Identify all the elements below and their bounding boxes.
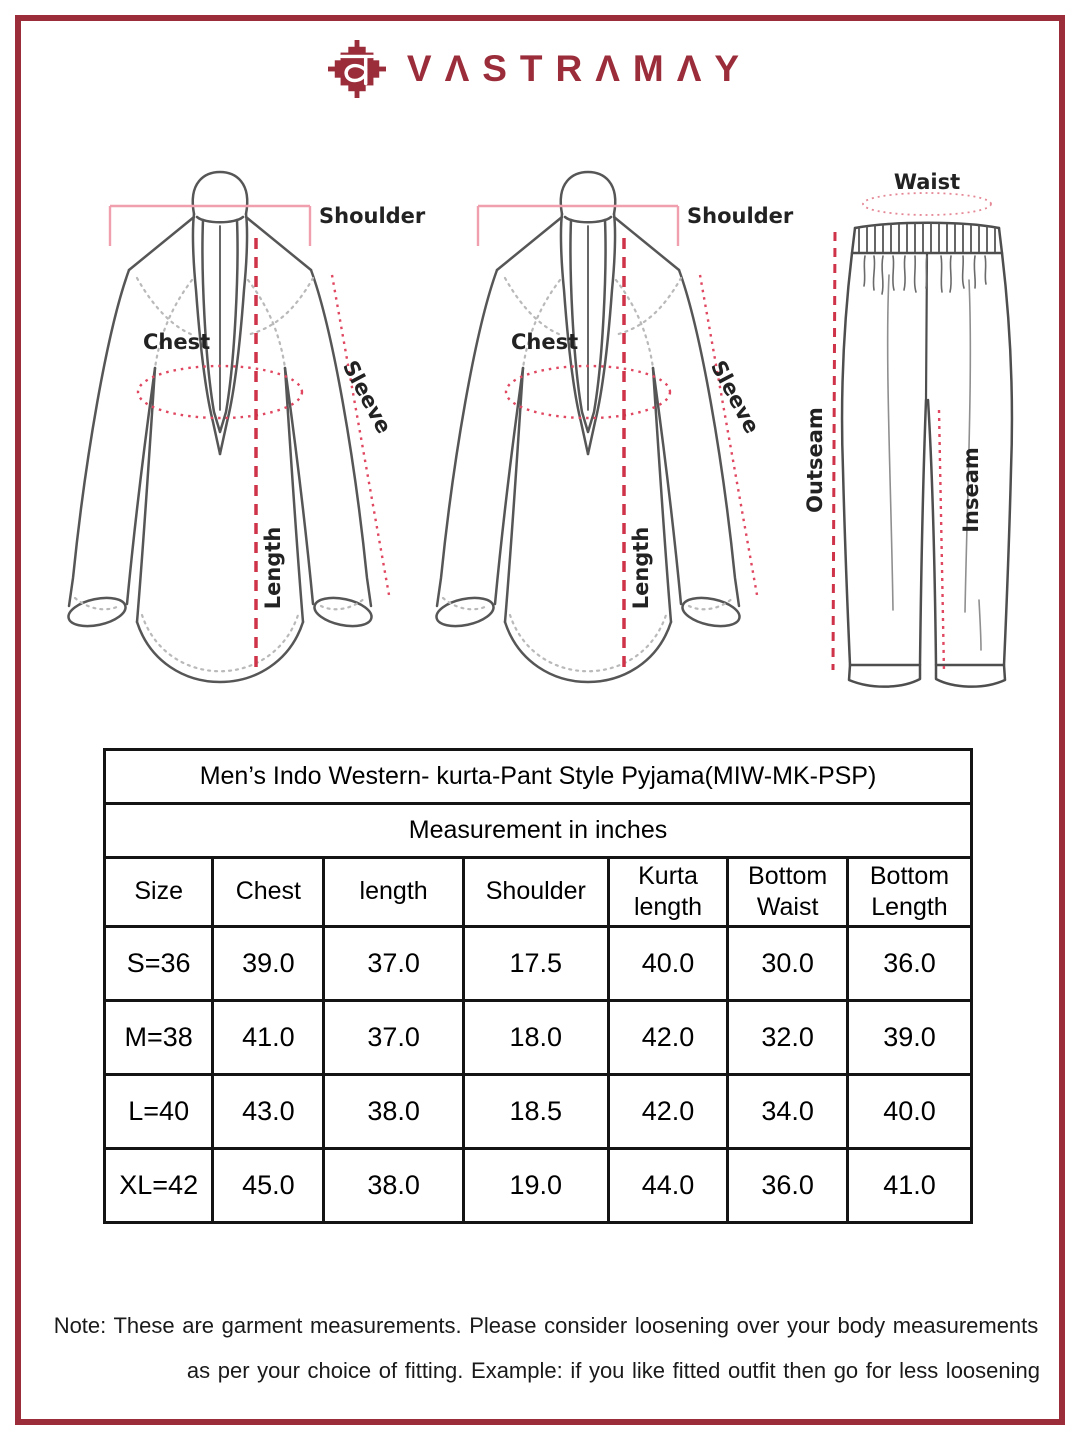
- table-subtitle: Measurement in inches: [105, 804, 972, 858]
- kurta-drawing: [45, 160, 405, 720]
- sleeve-label: Sleeve: [705, 356, 765, 438]
- bottom-waist-cell: 30.0: [728, 927, 848, 1001]
- kurta-diagram-2: [413, 160, 794, 720]
- waist-label: Waist: [893, 170, 961, 194]
- table-subtitle-row: [105, 804, 972, 858]
- length-label: Length: [629, 526, 653, 610]
- kurta-length-cell: 44.0: [608, 1149, 728, 1223]
- column-header-bottom-length: Bottom Length: [847, 858, 971, 927]
- size-cell: M=38: [105, 1001, 213, 1075]
- kurta-length-cell: 42.0: [608, 1001, 728, 1075]
- bottom-length-cell: 39.0: [847, 1001, 971, 1075]
- outseam-label: Outseam: [803, 407, 827, 513]
- length-label: Length: [261, 526, 285, 610]
- length-cell: 37.0: [324, 927, 464, 1001]
- kurta-drawing: [413, 160, 773, 720]
- table-row: [105, 1149, 972, 1223]
- column-header-chest: Chest: [213, 858, 324, 927]
- measurement-diagrams: [45, 160, 1053, 720]
- table-title-row: [105, 750, 972, 804]
- brand-wordmark: VΛSTRΛMΛY: [406, 48, 753, 89]
- chest-cell: 43.0: [213, 1075, 324, 1149]
- column-header-length: length: [324, 858, 464, 927]
- column-header-shoulder: Shoulder: [463, 858, 608, 927]
- bottom-length-cell: 41.0: [847, 1149, 971, 1223]
- vastramay-logo-icon: [328, 40, 386, 98]
- pant-diagram: [793, 160, 1053, 720]
- length-cell: 38.0: [324, 1149, 464, 1223]
- size-cell: S=36: [105, 927, 213, 1001]
- bottom-length-cell: 40.0: [847, 1075, 971, 1149]
- column-header-size: Size: [105, 858, 213, 927]
- bottom-waist-cell: 32.0: [728, 1001, 848, 1075]
- column-header-kurta-length: Kurta length: [608, 858, 728, 927]
- kurta-length-cell: 40.0: [608, 927, 728, 1001]
- size-cell: XL=42: [105, 1149, 213, 1223]
- size-cell: L=40: [105, 1075, 213, 1149]
- table-row: [105, 1075, 972, 1149]
- bottom-waist-cell: 34.0: [728, 1075, 848, 1149]
- measurement-note: [52, 1303, 1040, 1393]
- table-row: [105, 1001, 972, 1075]
- chest-label: Chest: [511, 330, 579, 354]
- inseam-label: Inseam: [959, 447, 983, 533]
- shoulder-cell: 17.5: [463, 927, 608, 1001]
- size-table: [103, 748, 973, 1224]
- shoulder-cell: 18.5: [463, 1075, 608, 1149]
- table-title: Men’s Indo Western- kurta-Pant Style Pyjama(MIW-MK-PSP): [105, 750, 972, 804]
- shoulder-label: Shoulder: [687, 204, 794, 228]
- pant-drawing: [793, 160, 1053, 720]
- chest-cell: 39.0: [213, 927, 324, 1001]
- brand-header: [0, 34, 1080, 104]
- table-row: [105, 927, 972, 1001]
- sleeve-label: Sleeve: [337, 356, 397, 438]
- shoulder-cell: 18.0: [463, 1001, 608, 1075]
- chest-cell: 41.0: [213, 1001, 324, 1075]
- column-header-bottom-waist: Bottom Waist: [728, 858, 848, 927]
- chest-label: Chest: [143, 330, 211, 354]
- chest-cell: 45.0: [213, 1149, 324, 1223]
- note-line-1: Note: These are garment measurements. Please consider loosening over your body measurements: [53, 1313, 1039, 1338]
- shoulder-label: Shoulder: [319, 204, 426, 228]
- bottom-waist-cell: 36.0: [728, 1149, 848, 1223]
- kurta-length-cell: 42.0: [608, 1075, 728, 1149]
- kurta-diagram-1: [45, 160, 426, 720]
- shoulder-cell: 19.0: [463, 1149, 608, 1223]
- table-header-row: [105, 858, 972, 927]
- length-cell: 38.0: [324, 1075, 464, 1149]
- bottom-length-cell: 36.0: [847, 927, 971, 1001]
- length-cell: 37.0: [324, 1001, 464, 1075]
- note-line-2: as per your choice of fitting. Example: if you like fitted outfit then go for less loosening: [186, 1358, 1040, 1383]
